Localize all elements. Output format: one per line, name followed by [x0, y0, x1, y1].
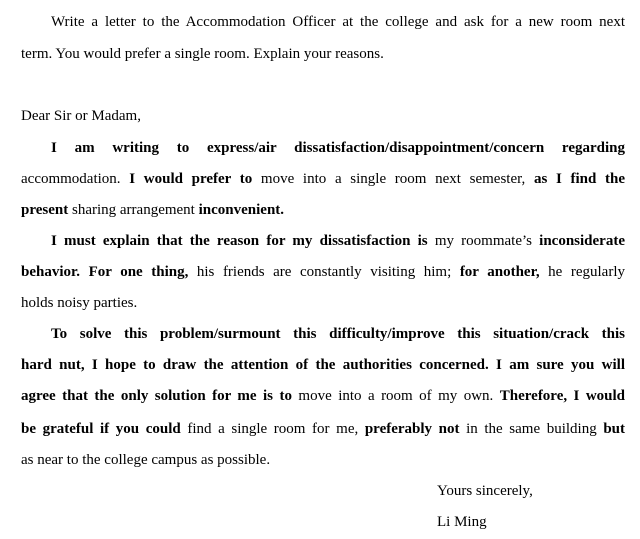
prompt-text: Write a letter to the Accommodation Officer at the college and ask for a new room next: [51, 14, 625, 30]
bold-phrase: as I find the: [533, 171, 626, 187]
paragraph-3-line-2: [21, 356, 625, 374]
paragraph-3-line-3: [21, 387, 625, 405]
bold-phrase: but: [603, 421, 626, 437]
text-run: sharing arrangement: [71, 202, 195, 218]
bold-phrase: agree that the only solution for me is to: [21, 388, 292, 404]
bold-phrase: For one thing,: [88, 264, 189, 280]
bold-phrase: behavior.: [21, 264, 81, 280]
bold-phrase: inconsiderate: [539, 233, 625, 249]
signature: [437, 513, 487, 531]
closing: [437, 482, 533, 500]
text-run: my roommate’s: [434, 233, 532, 249]
bold-phrase: hard nut, I hope to draw the attention of the authorities concerned. I am sure you will: [21, 357, 625, 373]
bold-phrase: I would prefer to: [129, 171, 253, 187]
text-run: as near to the college campus as possible.: [21, 452, 271, 468]
bold-phrase: present: [21, 202, 69, 218]
bold-phrase: I am writing to express/air dissatisfaction/disappointment/concern regarding: [51, 140, 625, 156]
bold-phrase: Therefore, I would: [499, 388, 626, 404]
salutation: [21, 107, 625, 125]
bold-phrase: for another,: [459, 264, 540, 280]
text-run: he regularly: [548, 264, 626, 280]
text-run: in the same building: [466, 421, 597, 437]
signature-text: Li Ming: [437, 514, 487, 530]
bold-phrase: I must explain that the reason for my dissatisfaction is: [51, 233, 428, 249]
closing-text: Yours sincerely,: [437, 483, 533, 499]
text-run: move into a room of my own.: [298, 388, 494, 404]
paragraph-3-line-1: [51, 325, 625, 343]
text-run: his friends are constantly visiting him;: [196, 264, 452, 280]
paragraph-2-line-3: [21, 294, 625, 312]
text-run: find a single room for me,: [187, 421, 359, 437]
paragraph-1-line-2: [21, 170, 625, 188]
paragraph-3-line-4: [21, 420, 625, 438]
bold-phrase: inconvenient.: [198, 202, 285, 218]
prompt-line-2: [21, 45, 625, 63]
prompt-text: term. You would prefer a single room. Explain your reasons.: [21, 46, 384, 62]
text-run: holds noisy parties.: [21, 295, 138, 311]
paragraph-2-line-1: [51, 232, 625, 250]
paragraph-2-line-2: [21, 263, 625, 281]
paragraph-1-line-3: [21, 201, 625, 219]
bold-phrase: be grateful if you could: [21, 421, 181, 437]
salutation-text: Dear Sir or Madam,: [21, 108, 141, 124]
bold-phrase: preferably not: [364, 421, 460, 437]
text-run: accommodation.: [21, 171, 121, 187]
text-run: move into a single room next semester,: [260, 171, 526, 187]
prompt-line-1: [51, 13, 625, 31]
bold-phrase: To solve this problem/surmount this difficulty/improve this situation/crack this: [51, 326, 625, 342]
paragraph-3-line-5: [21, 451, 625, 469]
paragraph-1-line-1: [51, 139, 625, 157]
